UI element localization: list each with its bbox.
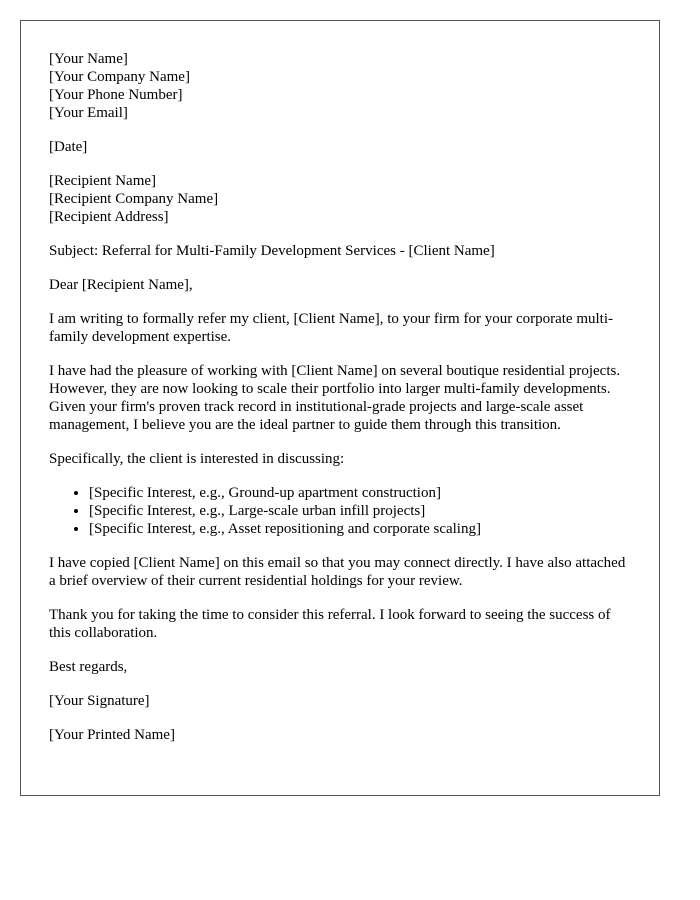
body-paragraph-intro: I am writing to formally refer my client, [Client Name], to your firm for your corporate multi-family development expertise. <box>49 311 613 345</box>
recipient-address: [Recipient Address] <box>49 209 169 225</box>
sender-phone: [Your Phone Number] <box>49 87 183 103</box>
sender-block <box>49 50 631 122</box>
sender-company: [Your Company Name] <box>49 69 190 85</box>
signature: [Your Signature] <box>49 693 150 709</box>
body-paragraph-interests-lead: Specifically, the client is interested in discussing: <box>49 451 345 467</box>
letter-document <box>20 20 660 796</box>
subject-line: Subject: Referral for Multi-Family Development Services - [Client Name] <box>49 243 495 259</box>
list-item: • [Specific Interest, e.g., Asset repositioning and corporate scaling] <box>89 520 631 538</box>
list-item: • [Specific Interest, e.g., Large-scale urban infill projects] <box>89 502 631 520</box>
sender-email: [Your Email] <box>49 105 128 121</box>
sender-name: [Your Name] <box>49 51 128 67</box>
body-paragraph-thanks: Thank you for taking the time to consider this referral. I look forward to seeing the success of this collaboration. <box>49 607 611 641</box>
date-block <box>49 138 631 156</box>
body-paragraph-copied: I have copied [Client Name] on this email so that you may connect directly. I have also attached a brief overview of their current residential holdings for your review. <box>49 555 626 589</box>
signoff: Best regards, <box>49 659 128 675</box>
body-paragraph-background: I have had the pleasure of working with [Client Name] on several boutique residential projects. However, they are now looking to scale their portfolio into larger multi-family developments. Given your firm's proven track record in institutional-grade projects and large-scale asset management, I believe you are the ideal partner to guide them through this transition. <box>49 363 621 433</box>
printed-name: [Your Printed Name] <box>49 727 175 743</box>
recipient-name: [Recipient Name] <box>49 173 157 189</box>
interests-list <box>49 484 631 538</box>
list-item: • [Specific Interest, e.g., Ground-up apartment construction] <box>89 484 631 502</box>
recipient-block <box>49 172 631 226</box>
recipient-company: [Recipient Company Name] <box>49 191 219 207</box>
salutation: Dear [Recipient Name], <box>49 277 193 293</box>
letter-date: [Date] <box>49 139 88 155</box>
